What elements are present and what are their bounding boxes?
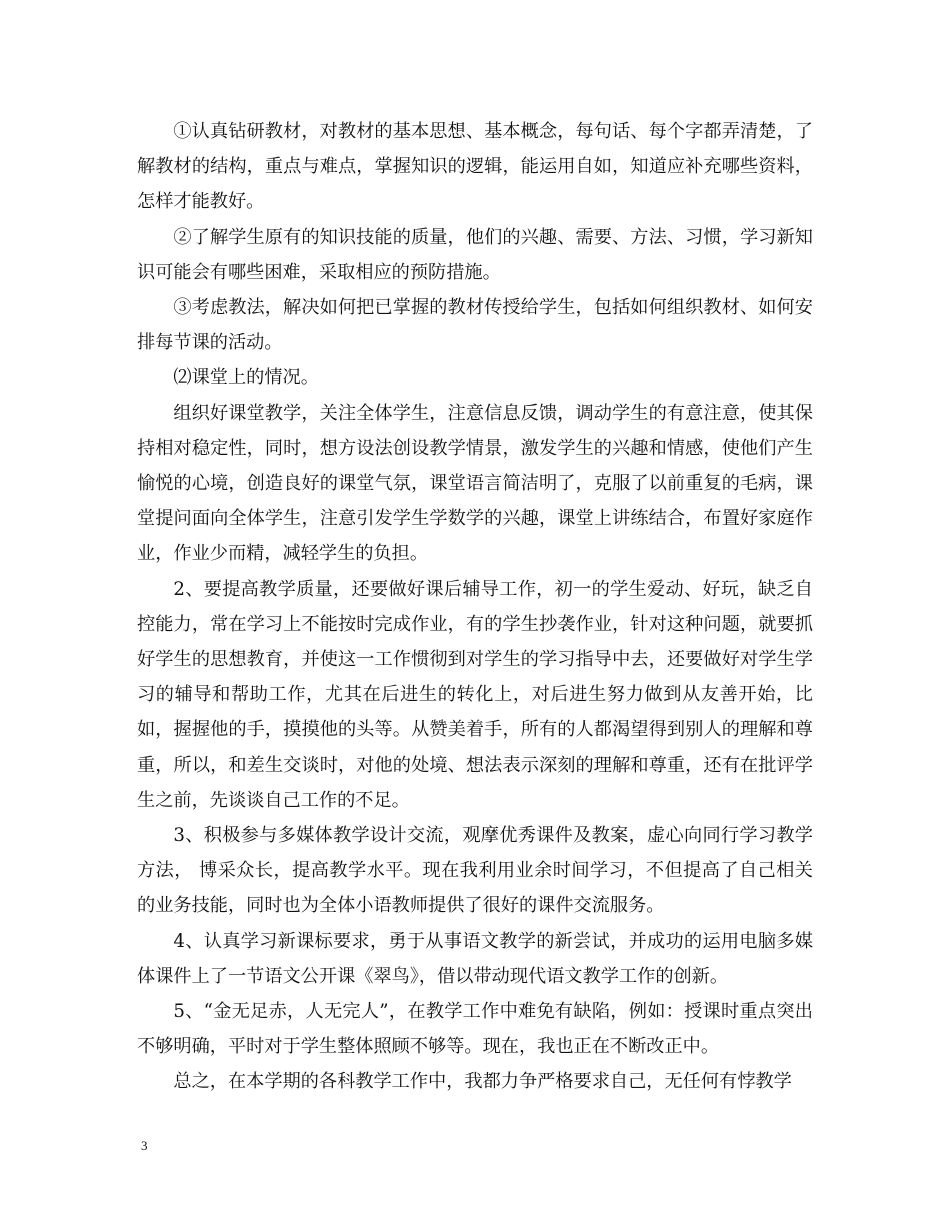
paragraph: ⑵课堂上的情况。 <box>173 367 319 389</box>
document-body <box>137 114 813 1100</box>
paragraph: 2、要提高教学质量，还要做好课后辅导工作，初一的学生爱动、好玩，缺乏自控能力，常在学习上不能按时完成作业，有的学生抄袭作业，针对这种问题，就要抓好学生的思想教育，并使这一工作惯彻到对学生的学习指导中去，还要做好对学生学习的辅导和帮助工作，尤其在后进生的转化上，对后进生努力做到从友善开始，比如，握握他的手，摸摸他的头等。从赞美着手，所有的人都渴望得到别人的理解和尊重，所以，和差生交谈时，对他的处境、想法表示深刻的理解和尊重，还有在批评学生之前，先谈谈自己工作的不足。 <box>137 578 813 811</box>
page-number: 3 <box>141 1138 148 1153</box>
paragraph: ②了解学生原有的知识技能的质量，他们的兴趣、需要、方法、习惯，学习新知识可能会有哪些困难，采取相应的预防措施。 <box>137 226 813 283</box>
paragraph: 组织好课堂教学，关注全体学生，注意信息反馈，调动学生的有意注意，使其保持相对稳定性，同时，想方设法创设教学情景，激发学生的兴趣和情感，使他们产生愉悦的心境，创造良好的课堂气氛，课堂语言简洁明了，克服了以前重复的毛病，课堂提问面向全体学生，注意引发学生学数学的兴趣，课堂上讲练结合，布置好家庭作业，作业少而精，减轻学生的负担。 <box>137 402 813 565</box>
paragraph: 4、认真学习新课标要求，勇于从事语文教学的新尝试，并成功的运用电脑多媒体课件上了一节语文公开课《翠鸟》，借以带动现代语文教学工作的创新。 <box>137 930 813 987</box>
paragraph: ③考虑教法，解决如何把已掌握的教材传授给学生，包括如何组织教材、如何安排每节课的活动。 <box>137 297 813 354</box>
paragraph: 总之，在本学期的各科教学工作中，我都力争严格要求自己，无任何有悖教学 <box>173 1071 792 1093</box>
paragraph: 3、积极参与多媒体教学设计交流，观摩优秀课件及教案，虚心向同行学习教学方法， 博采众长，提高教学水平。现在我利用业余时间学习，不但提高了自己相关的业务技能，同时也为全体小语教师提供了很好的课件交流服务。 <box>137 825 813 917</box>
paragraph: 5、“金无足赤，人无完人”，在教学工作中难免有缺陷，例如：授课时重点突出不够明确，平时对于学生整体照顾不够等。现在，我也正在不断改正中。 <box>137 1001 813 1058</box>
paragraph: ①认真钻研教材，对教材的基本思想、基本概念，每句话、每个字都弄清楚，了解教材的结构，重点与难点，掌握知识的逻辑，能运用自如，知道应补充哪些资料，怎样才能教好。 <box>137 121 813 213</box>
